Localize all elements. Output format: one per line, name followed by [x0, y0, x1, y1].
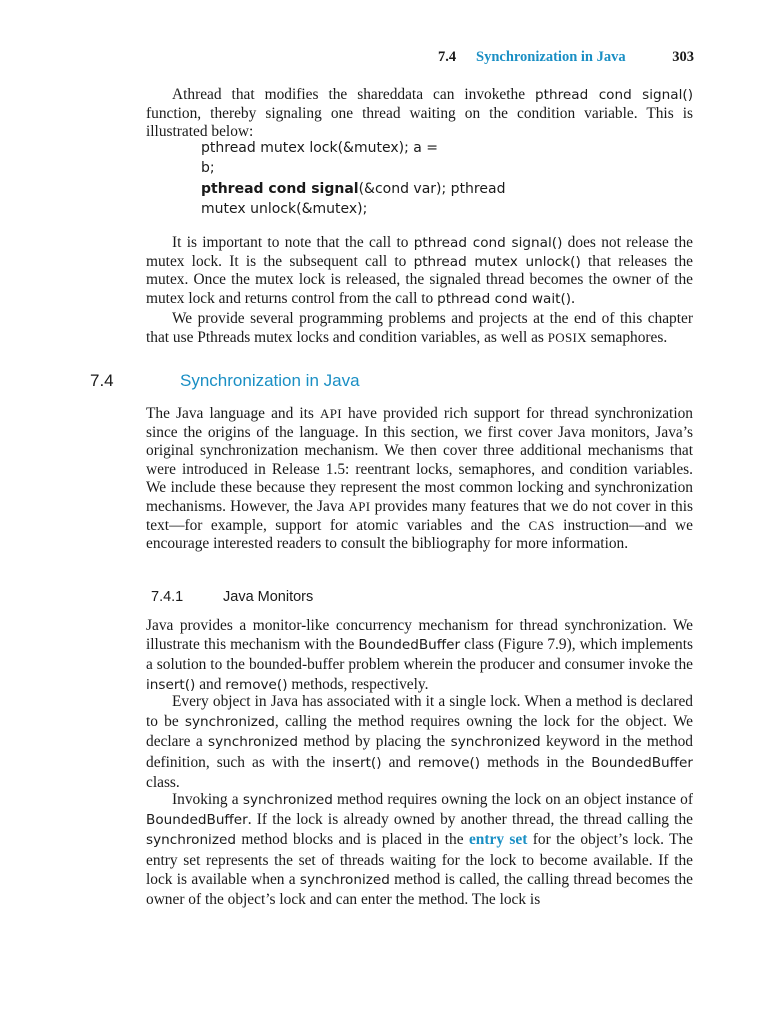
inline-code: BoundedBuffer: [358, 637, 461, 654]
inline-code: insert(): [146, 676, 196, 693]
paragraph-monitors-3: Invoking a synchronized method requires owning the lock on an object instance of BoundedBuffer. If the lock is already owned by another thread, the thread calling the synchronized method blocks and is placed in the entry set for the object’s lock. The entry set represents the set of threads waiting for the lock to become available. If the lock is available when a synchronized method is called, the calling thread becomes the owner of the object’s lock and can enter the method. The lock is: [146, 791, 694, 909]
running-head: [438, 49, 694, 67]
section-number: 7.4: [90, 371, 114, 390]
subsection-number: 7.4.1: [151, 589, 184, 605]
acronym: API: [348, 498, 371, 514]
paragraph-note: It is important to note that the call to pthread cond signal() does not release the mutex lock. It is the subsequent call to pthread mutex unlock() that releases the mutex. Once the mutex lock is released, the signaled thread becomes the owner of the mutex lock and returns control from the call to pthread cond wait().: [146, 234, 693, 307]
inline-code: BoundedBuffer: [146, 812, 248, 829]
acronym: API: [320, 406, 342, 421]
code-block: [201, 138, 506, 219]
code-emphasis: pthread cond signal: [201, 180, 359, 197]
inline-code: pthread mutex unlock(): [413, 253, 581, 270]
key-term: entry set: [468, 831, 528, 849]
subsection-heading: [151, 589, 551, 607]
inline-code: pthread cond signal(): [535, 87, 693, 103]
inline-code: synchronized: [146, 832, 236, 849]
inline-code: pthread cond signal(): [413, 235, 563, 251]
acronym: CAS: [528, 517, 555, 533]
code-line: b;: [201, 160, 215, 177]
paragraph-intro: Athread that modifies the shareddata can invokethe pthread cond signal() function, thereby signaling one thread waiting on the condition variable. This is illustrated below:: [146, 86, 693, 141]
code-line: mutex unlock(&mutex);: [201, 200, 368, 217]
inline-code: synchronized: [299, 871, 390, 888]
inline-code: synchronized: [208, 734, 299, 751]
paragraph-java-intro: The Java language and its API have provided rich support for thread synchronization since the origins of the language. In this section, we first cover Java monitors, Java’s original synchronization mechanism. We then cover three additional mechanisms that were introduced in Release 1.5: reentrant locks, semaphores, and condition variables. We include these because they represent the most common locking and synchronization mechanisms. However, the Java API provides many features that we do not cover in this text—for example, support for atomic variables and the CAS instruction—and we encourage interested readers to consult the bibliography for more information.: [146, 405, 693, 553]
paragraph-monitors-1: Java provides a monitor-like concurrency mechanism for thread synchronization. We illustrate this mechanism with the BoundedBuffer class (Figure 7.9), which implements a solution to the bounded-buffer problem wherein the producer and consumer invoke the insert() and remove() methods, respectively.: [146, 617, 693, 693]
section-heading: [90, 371, 690, 393]
page-number: 303: [672, 49, 694, 65]
inline-code: insert(): [332, 754, 382, 771]
inline-code: remove(): [417, 754, 481, 771]
code-line: pthread mutex lock(&mutex); a =: [201, 140, 439, 156]
acronym: POSIX: [547, 329, 587, 345]
code-line: pthread cond signal(&cond var); pthread: [201, 180, 506, 197]
inline-code: synchronized: [242, 792, 333, 808]
running-head-section-title: Synchronization in Java: [476, 49, 626, 65]
inline-code: BoundedBuffer: [591, 754, 693, 771]
inline-code: pthread cond wait(): [437, 290, 572, 307]
paragraph-monitors-2: Every object in Java has associated with it a single lock. When a method is declared to be synchronized, calling the method requires owning the lock for the object. We declare a synchronized method by placing the synchronized keyword in the method definition, such as with the insert() and remove() methods in the BoundedBuffer class.: [146, 693, 693, 792]
inline-code: remove(): [225, 676, 288, 693]
inline-code: synchronized: [184, 713, 275, 730]
subsection-title: Java Monitors: [223, 589, 314, 605]
inline-code: synchronized: [450, 734, 541, 751]
paragraph-provide: We provide several programming problems and projects at the end of this chapter that use Pthreads mutex locks and condition variables, as well as POSIX semaphores.: [146, 310, 693, 346]
section-title: Synchronization in Java: [180, 371, 360, 390]
running-head-section-number: 7.4: [438, 49, 457, 65]
